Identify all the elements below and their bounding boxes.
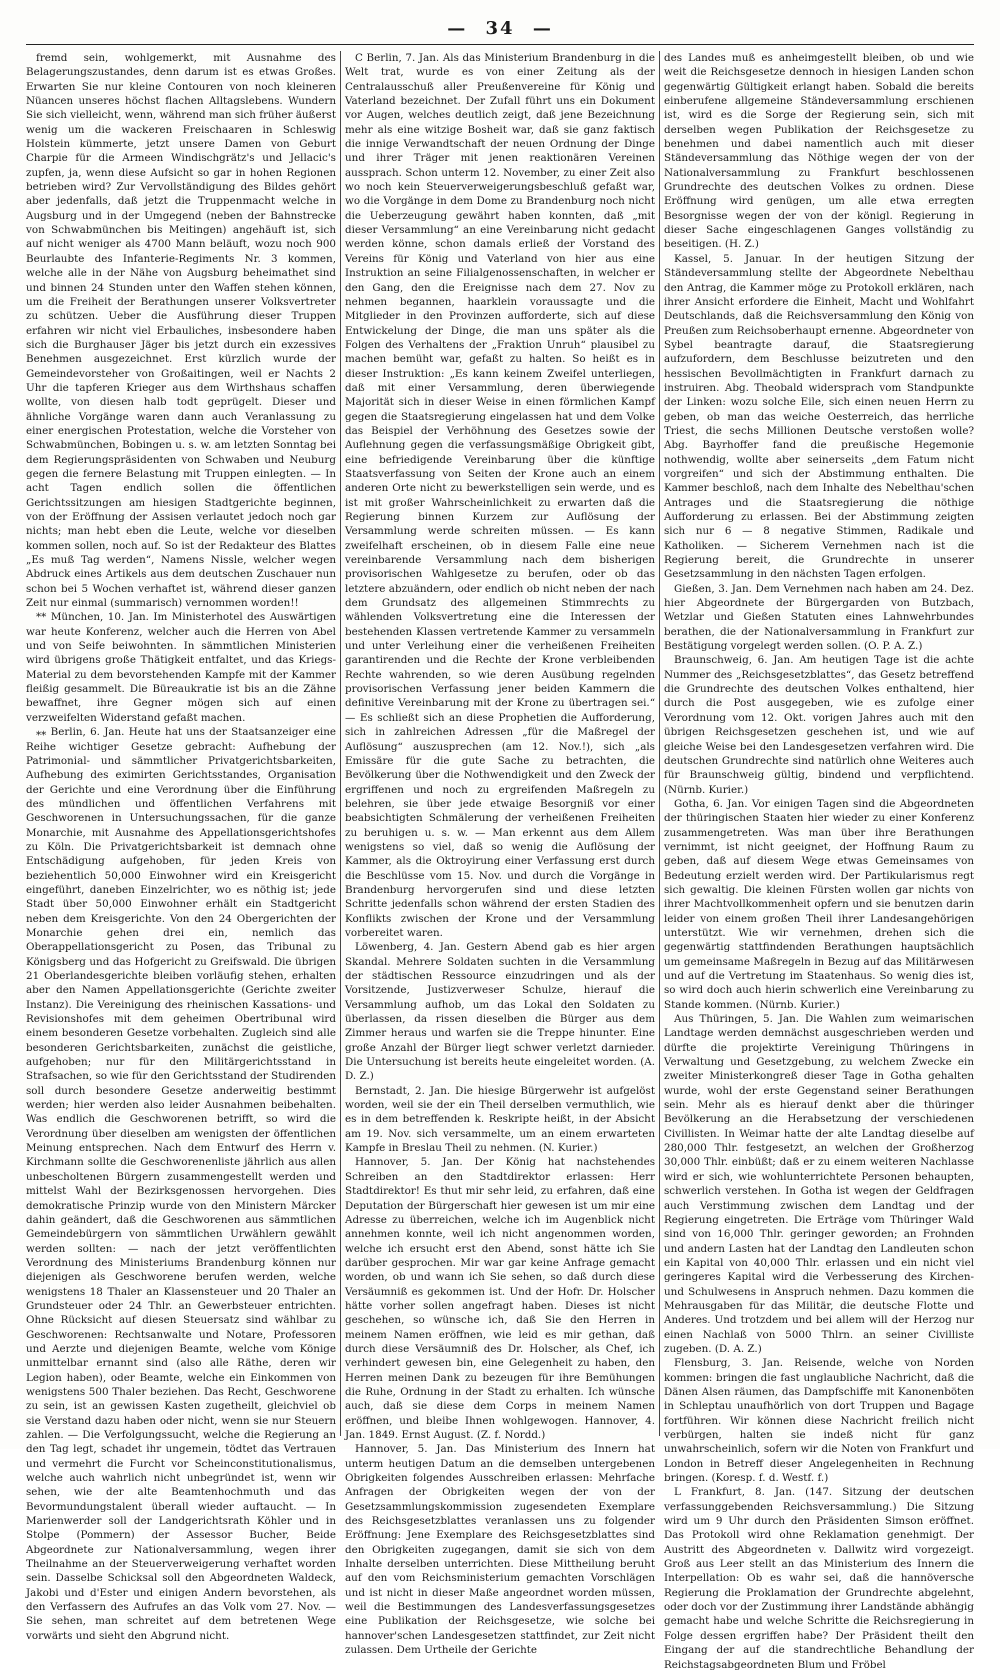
page-number-dash-right: — xyxy=(532,18,553,39)
article-paragraph: Hannover, 5. Jan. Das Ministerium des Innern hat unterm heutigen Datum an die demselben untergebenen Obrigkeiten folgendes Ausschreiben erlassen: Mehrfache Anfragen der Obrigkeiten wegen der von der Gesetzsammlungskommission zugesendeten Exemplare des Reichsgesetzblattes veranlassen uns zu folgender Eröffnung: Jene Exemplare des Reichsgesetzblattes sind den Obrigkeiten zugegangen, damit sie sich von dem Inhalte derselben unterrichten. Diese Mittheilung beruht auf den vom Reichsministerium gemachten Vorschlägen und ist nicht in dieser Maße angeordnet worden müssen, weil die Bestimmungen des Landesverfassungsgesetzes eine Publikation der Reichsgesetze, wie solche bei hannover'schen Landesgesetzen stattfindet, zur Zeit nicht zulassen. Dem Urtheile der Gerichte xyxy=(345,1443,655,1657)
column-right xyxy=(664,51,974,1671)
article-paragraph: Braunschweig, 6. Jan. Am heutigen Tage ist die achte Nummer des „Reichsgesetzblattes“, das Gesetz betreffend die Grundrechte des deutschen Volkes enthaltend, hier durch die Post ausgegeben, wie es zufolge einer Verordnung vom 12. Okt. vorigen Jahres auch mit den übrigen Reichsgesetzen geschehen ist, und wie auf gleiche Weise bei den Landesgesetzen verfahren wird. Die deutschen Grundrechte sind natürlich ohne Weiteres auch für Braunschweig gültig, bindend und verpflichtend. (Nürnb. Kurier.) xyxy=(664,654,974,796)
article-paragraph: Gießen, 3. Jan. Dem Vernehmen nach haben am 24. Dez. hier Abgeordnete der Bürgergarden von Butzbach, Wetzlar und Gießen Statuten eines Lahnwehrbundes berathen, die der Nationalversammlung in Frankfurt zur Bestätigung vorgelegt werden sollen. (O. P. A. Z.) xyxy=(664,582,974,653)
column-divider xyxy=(659,51,660,1436)
page-number xyxy=(26,14,974,44)
article-paragraph: ⁎⁎ Berlin, 6. Jan. Heute hat uns der Staatsanzeiger eine Reihe wichtiger Gesetze gebracht: Aufhebung der Patrimonial- und sämmtlicher Privatgerichtsbarkeiten, Aufhebung des eximirten Gerichtsstandes, Organisation der Gerichte und eine Verordnung über die Einführung des mündlichen und öffentlichen Verfahrens mit Geschworenen in Untersuchungssachen, für die ganze Monarchie, mit Ausnahme des Appellationsgerichtshofes zu Köln. Die Privatgerichtsbarkeit ist demnach ohne Entschädigung aufgehoben, für jeden Kreis von beziehentlich 50,000 Einwohner wird ein Kreisgericht eingeführt, daneben Einzelrichter, wo es nöthig ist; jede Stadt über 50,000 Einwohner erhält ein Stadtgericht neben dem Kreisgerichte. Von den 24 Obergerichten der Monarchie gehen drei ein, nemlich das Oberappellationsgericht zu Posen, das Tribunal zu Königsberg und das Hofgericht zu Greifswald. Die übrigen 21 Oberlandesgerichte bleiben vorläufig stehen, erhalten aber den Namen Appellationsgerichte (Gerichte zweiter Instanz). Die Vereinigung des rheinischen Kassations- und Revisionshofes mit dem geheimen Obertribunal wird einem besonderen Gesetze vorbehalten. Zugleich sind alle besonderen Gerichtsbarkeiten, zunächst die geistliche, aufgehoben; nur für den Militärgerichtsstand in Strafsachen, so wie für den Gerichtsstand der Studirenden soll durch besondere Gesetze anderweitig bestimmt werden; hier werden also leider Ausnahmen beibehalten. Was endlich die Geschworenen betrifft, so wird die Verordnung über dieselben am wenigsten der öffentlichen Meinung entsprechen. Nach dem Entwurf des Herrn v. Kirchmann sollte die Geschworenenliste jährlich aus allen unbescholtenen Bürgern zusammengestellt werden und mittelst Wahl der Bezirksgenossen hervorgehen. Dies demokratische Prinzip wurde von den Ministern Märcker dahin geändert, daß die Geschworenen aus sämmtlichen Gemeindebürgern von sämmtlichen Urwählern gewählt werden sollten: — nach der jetzt veröffentlichten Verordnung des Ministeriums Brandenburg können nur diejenigen als Geschworene berufen werden, welche wenigstens 18 Thaler an Klassensteuer und 20 Thaler an Grundsteuer oder 24 Thlr. an Gewerbsteuer entrichten. Ohne Rücksicht auf diesen Steuersatz sind wählbar zu Geschworenen: Rechtsanwalte und Notare, Professoren und Aerzte und diejenigen Beamte, welche vom Könige unmittelbar ernannt sind (also alle Räthe, deren wir Legion haben), oder Beamte, welche ein Einkommen von wenigstens 500 Thaler beziehen. Das Recht, Geschworene zu sein, ist an gewissen Kasten zugetheilt, gleichviel ob sie Verstand dazu haben oder nicht, wenn sie nur Steuern zahlen. — Die Verfolgungssucht, welche die Regierung an den Tag legt, schadet ihr ungemein, tödtet das Vertrauen und vermehrt die Furcht vor Scheinconstitutionalismus, welche auch wahrlich nicht unbegründet ist, wenn wir sehen, wie der alte Beamtenhochmuth und das Bevormundungstalent überall wieder auftaucht. — In Marienwerder soll der Landgerichtsrath Köhler und in Stolpe (Pommern) der Assessor Bucher, Beide Abgeordnete zur Nationalversammlung, wegen ihrer Theilnahme an der Steuerverweigerung verhaftet worden sein. Dasselbe Schicksal soll den Abgeordneten Waldeck, Jakobi und d'Ester und einigen Andern bevorstehen, als den Verfassern des Aufrufes an das Volk vom 27. Nov. — Sie sehen, man schreitet auf dem betretenen Wege vorwärts und sieht den Abgrund nicht. xyxy=(26,726,336,1642)
article-paragraph: L Frankfurt, 8. Jan. (147. Sitzung der deutschen verfassunggebenden Reichsversammlung.) Die Sitzung wird um 9 Uhr durch den Präsidenten Simson eröffnet. Das Protokoll wird ohne Reklamation genehmigt. Der Austritt des Abgeordneten v. Dallwitz wird vorgezeigt. Groß aus Leer stellt an das Ministerium des Innern die Interpellation: Ob es wahr sei, daß die hannöversche Regierung die Proklamation der Grundrechte abgelehnt, oder doch vor der Zustimmung ihrer Landstände abhängig gemacht habe und welche Schritte die Reichsregierung in Folge dessen ergriffen habe? Der Präsident theilt den Eingang der auf die standrechtliche Behandlung der Reichstagsabgeordneten Blum und Fröbel xyxy=(664,1486,974,1671)
column-divider xyxy=(340,51,341,1436)
article-paragraph: Aus Thüringen, 5. Jan. Die Wahlen zum weimarischen Landtage werden demnächst ausgeschrieben werden und dürfte die projektirte Vereinigung Thüringens in Verwaltung und Gesetzgebung, zu welchem Zwecke ein zweiter Ministerkongreß dieser Tage in Gotha gehalten wurde, wohl der erste Gegenstand seiner Berathungen sein. Mehr als es hierauf denkt aber die thüringer Bevölkerung an die Herabsetzung der verschiedenen Civillisten. In Weimar hatte der alte Landtag dieselbe auf 280,000 Thlr. festgesetzt, an welchen der Großherzog 30,000 Thlr. einbüßt; daß er zu einem weiteren Nachlasse wird er sich, wie wohlunterrichtete Personen behaupten, schwerlich verstehen. In Gotha ist wegen der Geldfragen auch Verstimmung zwischen dem Landtag und der Regierung eingetreten. Die Erträge vom Thüringer Wald sind von 16,000 Thlr. geringer geworden; an Frohnden und andern Lasten hat der Landtag den Landleuten schon ein Kapital von 40,000 Thlr. erlassen und ein nicht viel geringeres Kapital wird die Verbesserung des Kirchen- und Schulwesens in Anspruch nehmen. Dazu kommen die Mehrausgaben für das Militär, die deutsche Flotte und Anderes. Und trotzdem und bei allem will der Herzog nur einen Nachlaß von 5000 Thlrn. an seiner Civilliste zugeben. (D. A. Z.) xyxy=(664,1013,974,1355)
article-paragraph: Flensburg, 3. Jan. Reisende, welche von Norden kommen: bringen die fast unglaubliche Nachricht, daß die Dänen Alsen räumen, das Dampfschiffe mit Kanonenböten in Schleptau unaufhörlich von dort Truppen und Bagage fortführen. Wir können diese Nachricht freilich nicht verbürgen, halten sie indeß nicht für ganz unwahrscheinlich, sofern wir die Noten von Frankfurt und London in Betreff dieser Angelegenheiten in Rechnung bringen. (Koresp. f. d. Westf. f.) xyxy=(664,1357,974,1485)
article-paragraph: C Berlin, 7. Jan. Als das Ministerium Brandenburg in die Welt trat, wurde es von einer Zeitung als der Centralausschuß aller Preußenvereine für König und Vaterland bezeichnet. Der Zufall führt uns ein Dokument vor Augen, welches deutlich zeigt, daß jene Bezeichnung mehr als eine witzige Bosheit war, daß sie ganz faktisch die innige Verwandtschaft der neuen Ordnung der Dinge und ihrer Träger mit jenen reaktionären Vereinen aussprach. Schon unterm 12. November, zu einer Zeit also wo noch kein Steuerverweigerungsbeschluß gefaßt war, wo die Vorgänge in dem Dome zu Brandenburg noch nicht die Ueberzeugung gewährt haben konnten, daß „mit dieser Versammlung“ an eine Vereinbarung nicht gedacht werden könne, schon damals erließ der Vorstand des Vereins für König und Vaterland von hier aus eine Instruktion an seine Filialgenossenschaften, in welcher er den Gang, den die Ereignisse nach dem 27. Nov zu nehmen begannen, haarklein voraussagte und die Mitglieder in den Provinzen aufforderte, sich auf diese Entwickelung der Dinge, die man uns später als die Folgen des Verhaltens der „Fraktion Unruh“ plausibel zu machen bemüht war, gefaßt zu halten. So heißt es in dieser Instruktion: „Es kann keinem Zweifel unterliegen, daß mit einer Versammlung, deren überwiegende Majorität sich in dieser Weise in einen förmlichen Kampf gegen die Staatsregierung eingelassen hat und dem Volke das Beispiel der Verhöhnung des Gesetzes sowie der Auflehnung gegen die verfassungsmäßige Obrigkeit gibt, eine befriedigende Vereinbarung über die künftige Staatsverfassung von Seiten der Krone auch an einem anderen Orte nicht zu bewerkstelligen sein werde, und es ist mit großer Wahrscheinlichkeit zu erwarten daß die Regierung binnen Kurzem zur Auflösung der Versammlung werde schreiten müssen. — Es kann zweifelhaft erscheinen, ob in diesem Falle eine neue vereinbarende Versammlung nach dem bisherigen provisorischen Wahlgesetze zu berufen, oder ob das letztere abzuändern, oder endlich ob nicht neben der nach dem Grundsatz des allgemeinen Stimmrechts zu wählenden Volksvertretung eine die Interessen der bestehenden Klassen vertretende Kammer zu versammeln und unter Verleihung einer die verheißenen Freiheiten garantirenden und die Rechte der Krone verbleibenden Rechte wahrenden, so wie deren Ausübung regelnden provisorischen Verfassung jener beiden Kammern die definitive Vereinbarung mit der Krone zu übertragen sei.“ — Es schließt sich an diese Prophetien die Aufforderung, sich in zahlreichen Adressen „für die Maßregel der Auflösung“ auszusprechen (am 12. Nov.!), sich „als Emissäre für die gute Sache zu betrachten, die Bevölkerung über die Nothwendigkeit und den Zweck der ergriffenen und noch zu ergreifenden Maßregeln zu belehren, sie über jede etwaige Besorgniß vor einer beabsichtigten Schmälerung der verheißenen Freiheiten zu beruhigen u. s. w. — Man erkennt aus dem Allem wenigstens so viel, daß so wenig die Auflösung der Kammer, als die Oktroyirung einer Verfassung erst durch die Beschlüsse vom 15. Nov. und durch die Vorgänge in Brandenburg hervorgerufen sind und diese letzten Schritte jedenfalls schon während der ersten Stadien des Konflikts zwischen der Krone und der Versammlung vorbereitet waren. xyxy=(345,52,655,939)
article-paragraph: Löwenberg, 4. Jan. Gestern Abend gab es hier argen Skandal. Mehrere Soldaten suchten in die Versammlung der städtischen Ressource einzudringen und als der Vorsitzende, Justizverweser Schulze, hierauf die Versammlung aufhob, um das Lokal den Soldaten zu überlassen, da rissen dieselben die Bürger aus dem Zimmer heraus und warfen sie die Treppe hinunter. Eine große Anzahl der Bürger liegt schwer verletzt darnieder. Die Untersuchung ist bereits heute eingeleitet worden. (A. D. Z.) xyxy=(345,941,655,1083)
header-rule xyxy=(26,44,974,45)
column-middle xyxy=(345,51,655,1657)
article-paragraph: des Landes muß es anheimgestellt bleiben, ob und wie weit die Reichsgesetze dennoch in hiesigen Landen schon gegenwärtig Gültigkeit erlangt haben. Sobald die bereits einberufene allgemeine Ständeversammlung erschienen ist, wird es die Sorge der Regierung sein, sich mit derselben wegen Publikation der Reichsgesetze zu benehmen und dabei namentlich auch mit dieser Ständeversammlung das Nöthige wegen der von der Nationalversammlung zu Frankfurt beschlossenen Grundrechte des deutschen Volkes zu ordnen. Diese Eröffnung wird genügen, um alle etwa erregten Besorgnisse wegen der von der königl. Regierung in dieser Sache eingeschlagenen Ganges vollständig zu beseitigen. (H. Z.) xyxy=(664,52,974,251)
article-paragraph: Kassel, 5. Januar. In der heutigen Sitzung der Ständeversammlung stellte der Abgeordnete Nebelthau den Antrag, die Kammer möge zu Protokoll erklären, nach ihrer Ansicht erfordere die Einheit, Macht und Wohlfahrt Deutschlands, daß die Reichsversammlung den König von Preußen zum Reichsoberhaupt ernenne. Abgeordneter von Sybel beantragte darauf, die Staatsregierung aufzufordern, dem Beschlusse beizutreten und den hessischen Bevollmächtigten in Frankfurt darnach zu instruiren. Abg. Theobald widersprach vom Standpunkte der Linken: wozu solche Eile, sich einen neuen Herrn zu geben, ob man das weiche Oesterreich, das herrliche Triest, die sechs Millionen Deutsche verstoßen wolle? Abg. Bayrhoffer fand die preußische Hegemonie nothwendig, wollte aber seinerseits „dem Fatum nicht vorgreifen“ und sich der Abstimmung enthalten. Die Kammer beschloß, nach dem Inhalte des Nebelthau'schen Antrages und die Staatsregierung die nöthige Aufforderung zu erlassen. Bei der Abstimmung zeigten sich nur 6 — 8 negative Stimmen, Radikale und Katholiken. — Sicherem Vernehmen nach ist die Regierung bereit, die Grundrechte in unserer Gesetzsammlung in den nächsten Tagen erfolgen. xyxy=(664,252,974,581)
article-paragraph: fremd sein, wohlgemerkt, mit Ausnahme des Belagerungszustandes, denn darum ist es etwas Großes. Erwarten Sie nur kleine Contouren von noch kleineren Nüancen unseres höchst flachen Alltagslebens. Wundern Sie sich vielleicht, wenn, während man sich früher äußerst wenig um die wackeren Freischaaren in Schleswig Holstein kümmerte, jetzt unsere Damen von Geburt Charpie für die Armeen Windischgrätz's und Jellacic's zupfen, ja, wenn diese Aufsicht so gar in hohen Regionen betrieben wird? Zur Vervollständigung des Bildes gehört aber jedenfalls, daß jetzt die Truppenmacht welche in Augsburg und in der Umgegend (neben der Bahnstrecke von Schwabmünchen bis Meitingen) angehäuft ist, sich auf nicht weniger als 4700 Mann beläuft, wozu noch 900 Beurlaubte des Infanterie-Regiments Nr. 3 kommen, welche alle in der Nähe von Augsburg beheimathet sind und binnen 24 Stunden unter den Waffen stehen können, um die Freiheit der Berathungen unserer Volksvertreter zu schützen. Ueber die Ausführung dieser Truppen erfahren wir nicht viel Erbauliches, insbesondere haben sich die Burghauser Jäger bis jetzt durch ein exzessives Benehmen ausgezeichnet. Erst kürzlich wurde der Gemeindevorsteher von Großaitingen, weil er Nachts 2 Uhr die tapferen Krieger aus dem Wirthshaus schaffen wollte, von diesen halb todt geprügelt. Dieser und ähnliche Vorgänge waren dann auch Veranlassung zu einer energischen Protestation, welche die Vorsteher von Schwabmünchen, Bobingen u. s. w. am letzten Sonntag bei dem Regierungspräsidenten von Schwaben und Neuburg gegen die fernere Belastung mit Truppen einlegten. — In acht Tagen endlich sollen die öffentlichen Gerichtssitzungen am hiesigen Stadtgerichte beginnen, von der Eröffnung der Assisen verlautet jedoch noch gar nichts; man hebt eben die Leute, welche vor dieselben kommen sollen, noch auf. So ist der Redakteur des Blattes „Es muß Tag werden“, Namens Nissle, welcher wegen Abdruck eines Artikels aus dem deutschen Zuschauer nun schon bei 5 Wochen verhaftet ist, während dieser ganzen Zeit nur einmal (summarisch) vernommen worden!! xyxy=(26,52,337,610)
page-number-dash-left: — xyxy=(447,18,468,39)
article-paragraph: Hannover, 5. Jan. Der König hat nachstehendes Schreiben an den Stadtdirektor erlassen: Herr Stadtdirektor! Es thut mir sehr leid, zu erfahren, daß eine Deputation der Bürgerschaft hier gewesen ist um mir eine Adresse zu überreichen, welche ich im Augenblick nicht annehmen konnte, weil ich nicht angenommen worden, welche ich ersucht erst den Abend, sonst hätte ich Sie darüber gesprochen. Mir war gar keine Anfrage gemacht worden, ob und wann ich Sie sehen, so daß durch diese Versäumniß es gekommen ist. Und der Hofr. Dr. Holscher hätte vorher sollen angefragt haben. Dieses ist nicht geschehen, so wünsche ich, daß Sie den Herren in meinem Namen eröffnen, wie leid es mir gethan, daß durch diese Versäumniß des Dr. Holscher, als Chef, ich verhindert gewesen bin, eine Gelegenheit zu haben, den Herren meinen Dank zu bezeugen für ihre Bemühungen die Ruhe, Ordnung in der Stadt zu erhalten. Ich wünsche auch, daß sie diese dem Corps in meinem Namen eröffnen, und bleibe Ihnen wohlgewogen. Hannover, 4. Jan. 1849. Ernst August. (Z. f. Nordd.) xyxy=(345,1156,655,1441)
article-paragraph: Bernstadt, 2. Jan. Die hiesige Bürgerwehr ist aufgelöst worden, weil sie der ein Theil derselben vermuthlich, wie es in dem betreffenden k. Reskripte heißt, in der Absicht am 19. Nov. sich versammelte, um an einem erwarteten Kampfe in Breslau Theil zu nehmen. (N. Kurier.) xyxy=(345,1084,655,1155)
column-left xyxy=(26,51,337,1642)
page-number-value: 34 xyxy=(485,18,515,39)
article-paragraph: ** München, 10. Jan. Im Ministerhotel des Auswärtigen war heute Konferenz, welcher auch die Herren von Abel und von Seife beiwohnten. In sämmtlichen Ministerien wird übrigens große Thätigkeit entfaltet, und das Kriegs-Material zu dem bevorstehenden Kampfe mit der Kammer fleißig gesammelt. Die Büreaukratie ist bis an die Zähne bewaffnet, ihre Gegner mögen sich auf einen verzweifelten Widerstand gefaßt machen. xyxy=(26,611,336,724)
text-columns xyxy=(26,51,974,1671)
article-paragraph: Gotha, 6. Jan. Vor einigen Tagen sind die Abgeordneten der thüringischen Staaten hier wieder zu einer Konferenz zusammengetreten. Was man über ihre Berathungen vernimmt, ist nicht geeignet, der Hoffnung Raum zu geben, daß auf diesem Wege etwas Gemeinsames von Bedeutung erzielt werden wird. Der Partikularismus regt sich gewaltig. Die kleinen Fürsten wollen gar nichts von ihrer Machtvollkommenheit opfern und sie benutzen darin leider von einem großen Theil ihrer Landesangehörigen unterstützt. Wie wir vernehmen, drehen sich die gegenwärtig stattfindenden Berathungen hauptsächlich um gemeinsame Maßregeln in Bezug auf das Militärwesen und auf die Vertretung im Staatenhaus. So wenig dies ist, so wird doch auch hierin schwerlich eine Vereinbarung zu Stande kommen. (Nürnb. Kurier.) xyxy=(664,797,974,1011)
